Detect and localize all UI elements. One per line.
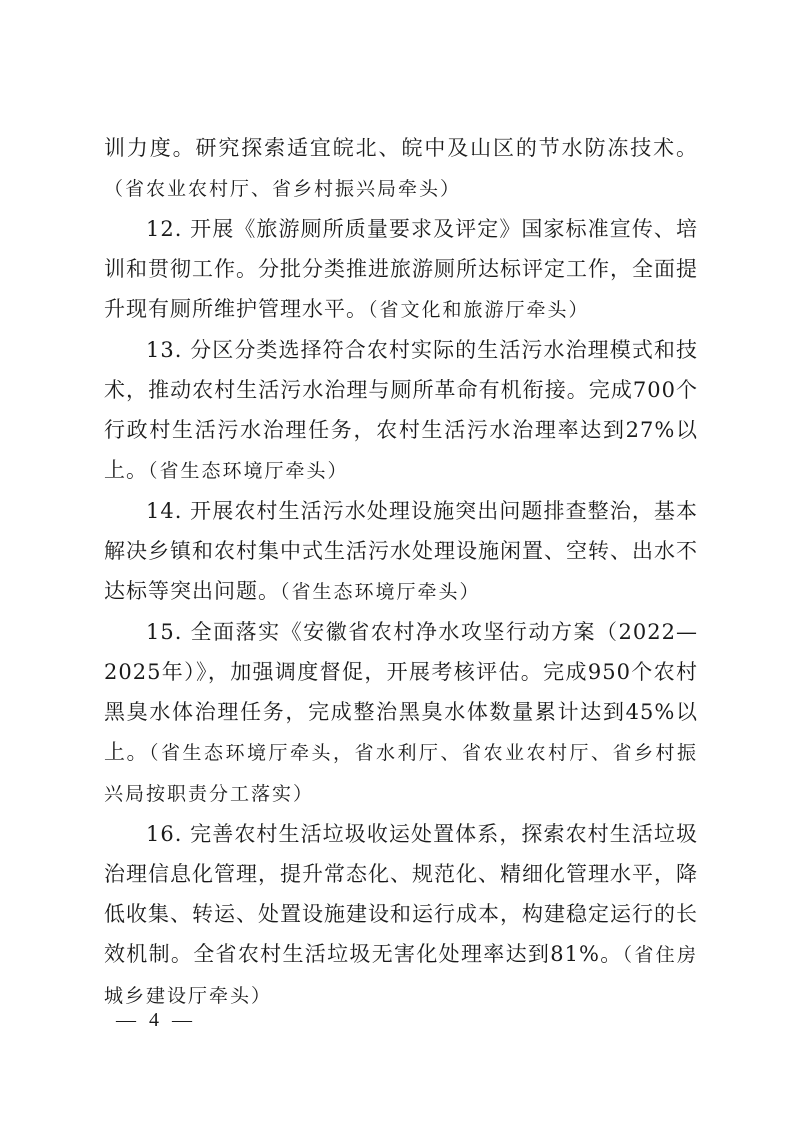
lead-department: （省生态环境厅牵头，省水利厅、省农业农村厅、省乡村振兴局按职责分工落实） — [104, 742, 698, 805]
paragraph-text: 15. 全面落实《安徽省农村净水攻坚行动方案（2022—2025年）》，加强调度督促，开展考核评估。完成950个农村黑臭水体治理任务，完成整治黑臭水体数量累计达到45%以上。 — [104, 620, 698, 764]
item-13 — [104, 330, 698, 491]
paragraph-continued — [104, 128, 698, 209]
paragraph-text: 12. 开展《旅游厕所质量要求及评定》国家标准宣传、培训和贯彻工作。分批分类推进旅游厕所达标评定工作，全面提升现有厕所维护管理水平。 — [104, 217, 698, 321]
item-12 — [104, 209, 698, 330]
lead-department: （省生态环境厅牵头） — [280, 581, 481, 603]
item-16 — [104, 814, 698, 1016]
paragraph-text: 14. 开展农村生活污水处理设施突出问题排查整治，基本解决乡镇和农村集中式生活污水处理设施闲置、空转、出水不达标等突出问题。 — [104, 499, 698, 603]
paragraph-text: 训力度。研究探索适宜皖北、皖中及山区的节水防冻技术。 — [104, 136, 698, 160]
item-15 — [104, 612, 698, 814]
page-number: — 4 — — [116, 1009, 196, 1031]
document-body — [104, 128, 698, 1016]
lead-department: （省文化和旅游厅牵头） — [368, 299, 590, 321]
paragraph-text: 16. 完善农村生活垃圾收运处置体系，探索农村生活垃圾治理信息化管理，提升常态化、规范化、精细化管理水平，降低收集、转运、处置设施建设和运行成本，构建稳定运行的长效机制。全省农村生活垃圾无害化处理率达到81%。 — [104, 822, 698, 966]
lead-department: （省农业农村厅、省乡村振兴局牵头） — [104, 178, 462, 200]
paragraph-text: 13. 分区分类选择符合农村实际的生活污水治理模式和技术，推动农村生活污水治理与厕所革命有机衔接。完成700个行政村生活污水治理任务，农村生活污水治理率达到27%以上。 — [104, 338, 698, 482]
item-14 — [104, 491, 698, 612]
lead-department: （省住房城乡建设厅牵头） — [104, 944, 698, 1007]
lead-department: （省生态环境厅牵头） — [148, 460, 349, 482]
